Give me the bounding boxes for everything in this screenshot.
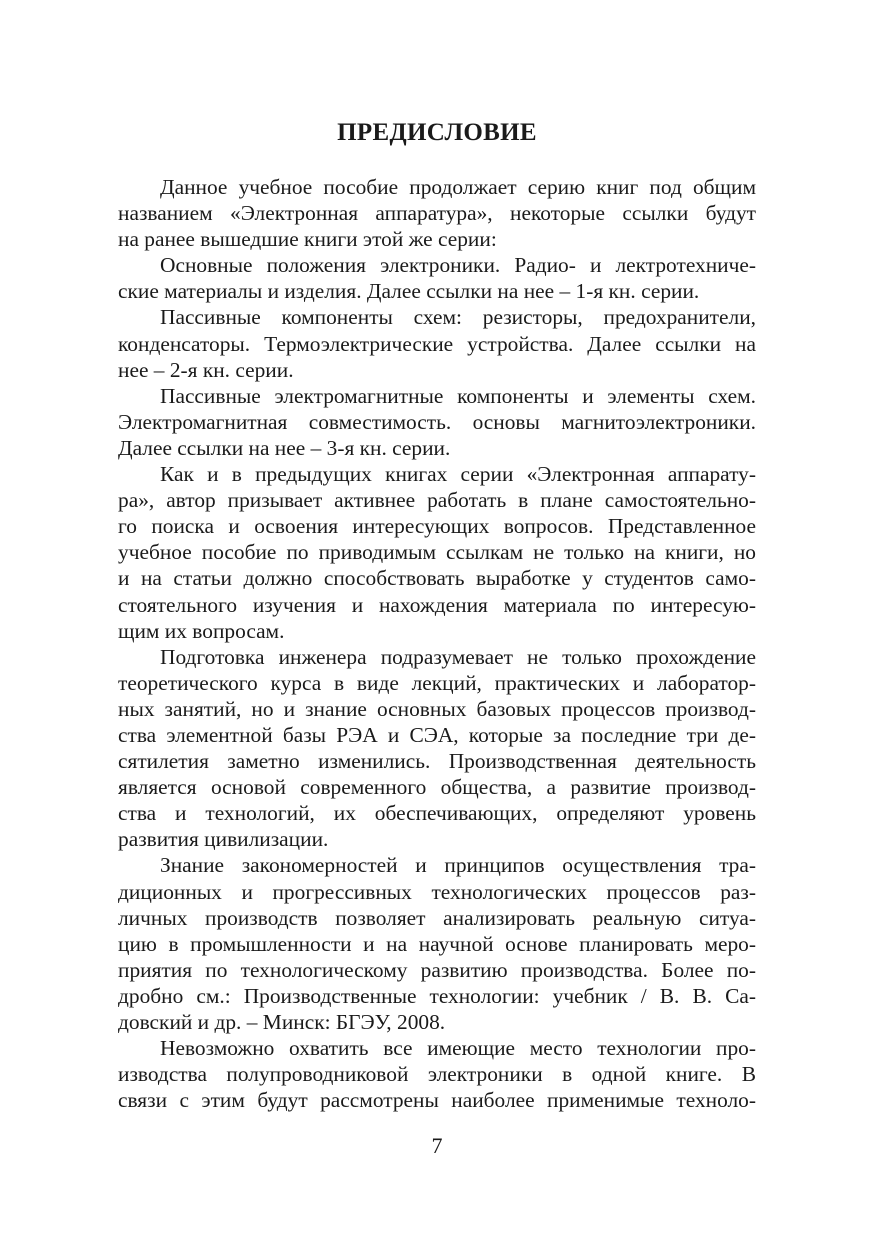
text-line: Знание закономерностей и принципов осуществления тра- [160, 853, 756, 878]
paragraph-6 [118, 644, 756, 853]
text-line: довский и др. – Минск: БГЭУ, 2008. [118, 1010, 446, 1034]
text-line: Далее ссылки на нее – 3-я кн. серии. [118, 435, 451, 460]
text-line: Основные положения электроники. Радио- и лектротехниче- [160, 253, 756, 278]
text-line: ства и технологий, их обеспечивающих, определяют уровень [118, 801, 756, 826]
text-line: Электромагнитная совместимость. основы магнитоэлектроники. [118, 409, 756, 434]
book-page [118, 0, 756, 1240]
text-line: цию в промышленности и на научной основе планировать меро- [118, 931, 756, 956]
text-line: ра», автор призывает активнее работать в плане самостоятельно- [118, 488, 756, 513]
text-line: стоятельного изучения и нахождения материала по интересую- [118, 592, 756, 617]
text-line: Пассивные электромагнитные компоненты и элементы схем. [160, 383, 756, 408]
text-line: учебное пособие по приводимым ссылкам не только на книги, но [118, 540, 756, 565]
text-line: го поиска и освоения интересующих вопросов. Представленное [118, 514, 756, 539]
text-line: конденсаторы. Термоэлектрические устройства. Далее ссылки на [118, 331, 756, 356]
page-title: ПРЕДИСЛОВИЕ [337, 119, 537, 146]
text-line: Подготовка инженера подразумевает не только прохождение [160, 644, 756, 669]
text-line: сятилетия заметно изменились. Производственная деятельность [118, 749, 756, 774]
text-line: приятия по технологическому развитию производства. Более по- [118, 957, 756, 982]
text-line: ных занятий, но и знание основных базовых процессов производ- [118, 696, 756, 721]
text-line: Невозможно охватить все имеющие место технологии про- [160, 1036, 756, 1061]
paragraph-5 [118, 461, 756, 644]
text-line: Пассивные компоненты схем: резисторы, предохранители, [160, 305, 756, 330]
text-line: на ранее вышедшие книги этой же серии: [118, 227, 497, 252]
text-line: дробно см.: Производственные технологии: учебник / В. В. Са- [118, 983, 756, 1008]
page-number: 7 [431, 1133, 443, 1158]
text-line: диционных и прогрессивных технологических процессов раз- [118, 879, 756, 904]
paragraph-4 [118, 383, 756, 461]
text-line: Данное учебное пособие продолжает серию книг под общим [160, 175, 756, 199]
text-line: ские материалы и изделия. Далее ссылки на нее – 1-я кн. серии. [118, 279, 700, 304]
text-line: теоретического курса в виде лекций, практических и лаборатор- [118, 670, 756, 695]
text-line: Как и в предыдущих книгах серии «Электронная аппарату- [160, 462, 756, 487]
text-line: развития цивилизации. [118, 827, 329, 852]
paragraph-7 [118, 852, 756, 1035]
body-text [118, 174, 756, 1113]
text-line: и на статьи должно способствовать выработке у студентов само- [118, 566, 756, 591]
text-line: связи с этим будут рассмотрены наиболее применимые техноло- [118, 1088, 756, 1113]
paragraph-1 [118, 174, 756, 252]
text-line: нее – 2-я кн. серии. [118, 357, 294, 382]
text-line: названием «Электронная аппаратура», некоторые ссылки будут [118, 201, 756, 226]
text-line: является основой современного общества, а развитие производ- [118, 775, 756, 800]
text-line: щим их вопросам. [118, 618, 285, 643]
text-line: личных производств позволяет анализировать реальную ситуа- [118, 905, 756, 930]
text-line: изводства полупроводниковой электроники в одной книге. В [118, 1062, 756, 1087]
paragraph-8 [118, 1035, 756, 1113]
text-line: ства элементной базы РЭА и СЭА, которые за последние три де- [118, 722, 756, 747]
paragraph-3 [118, 304, 756, 382]
paragraph-2 [118, 252, 756, 304]
